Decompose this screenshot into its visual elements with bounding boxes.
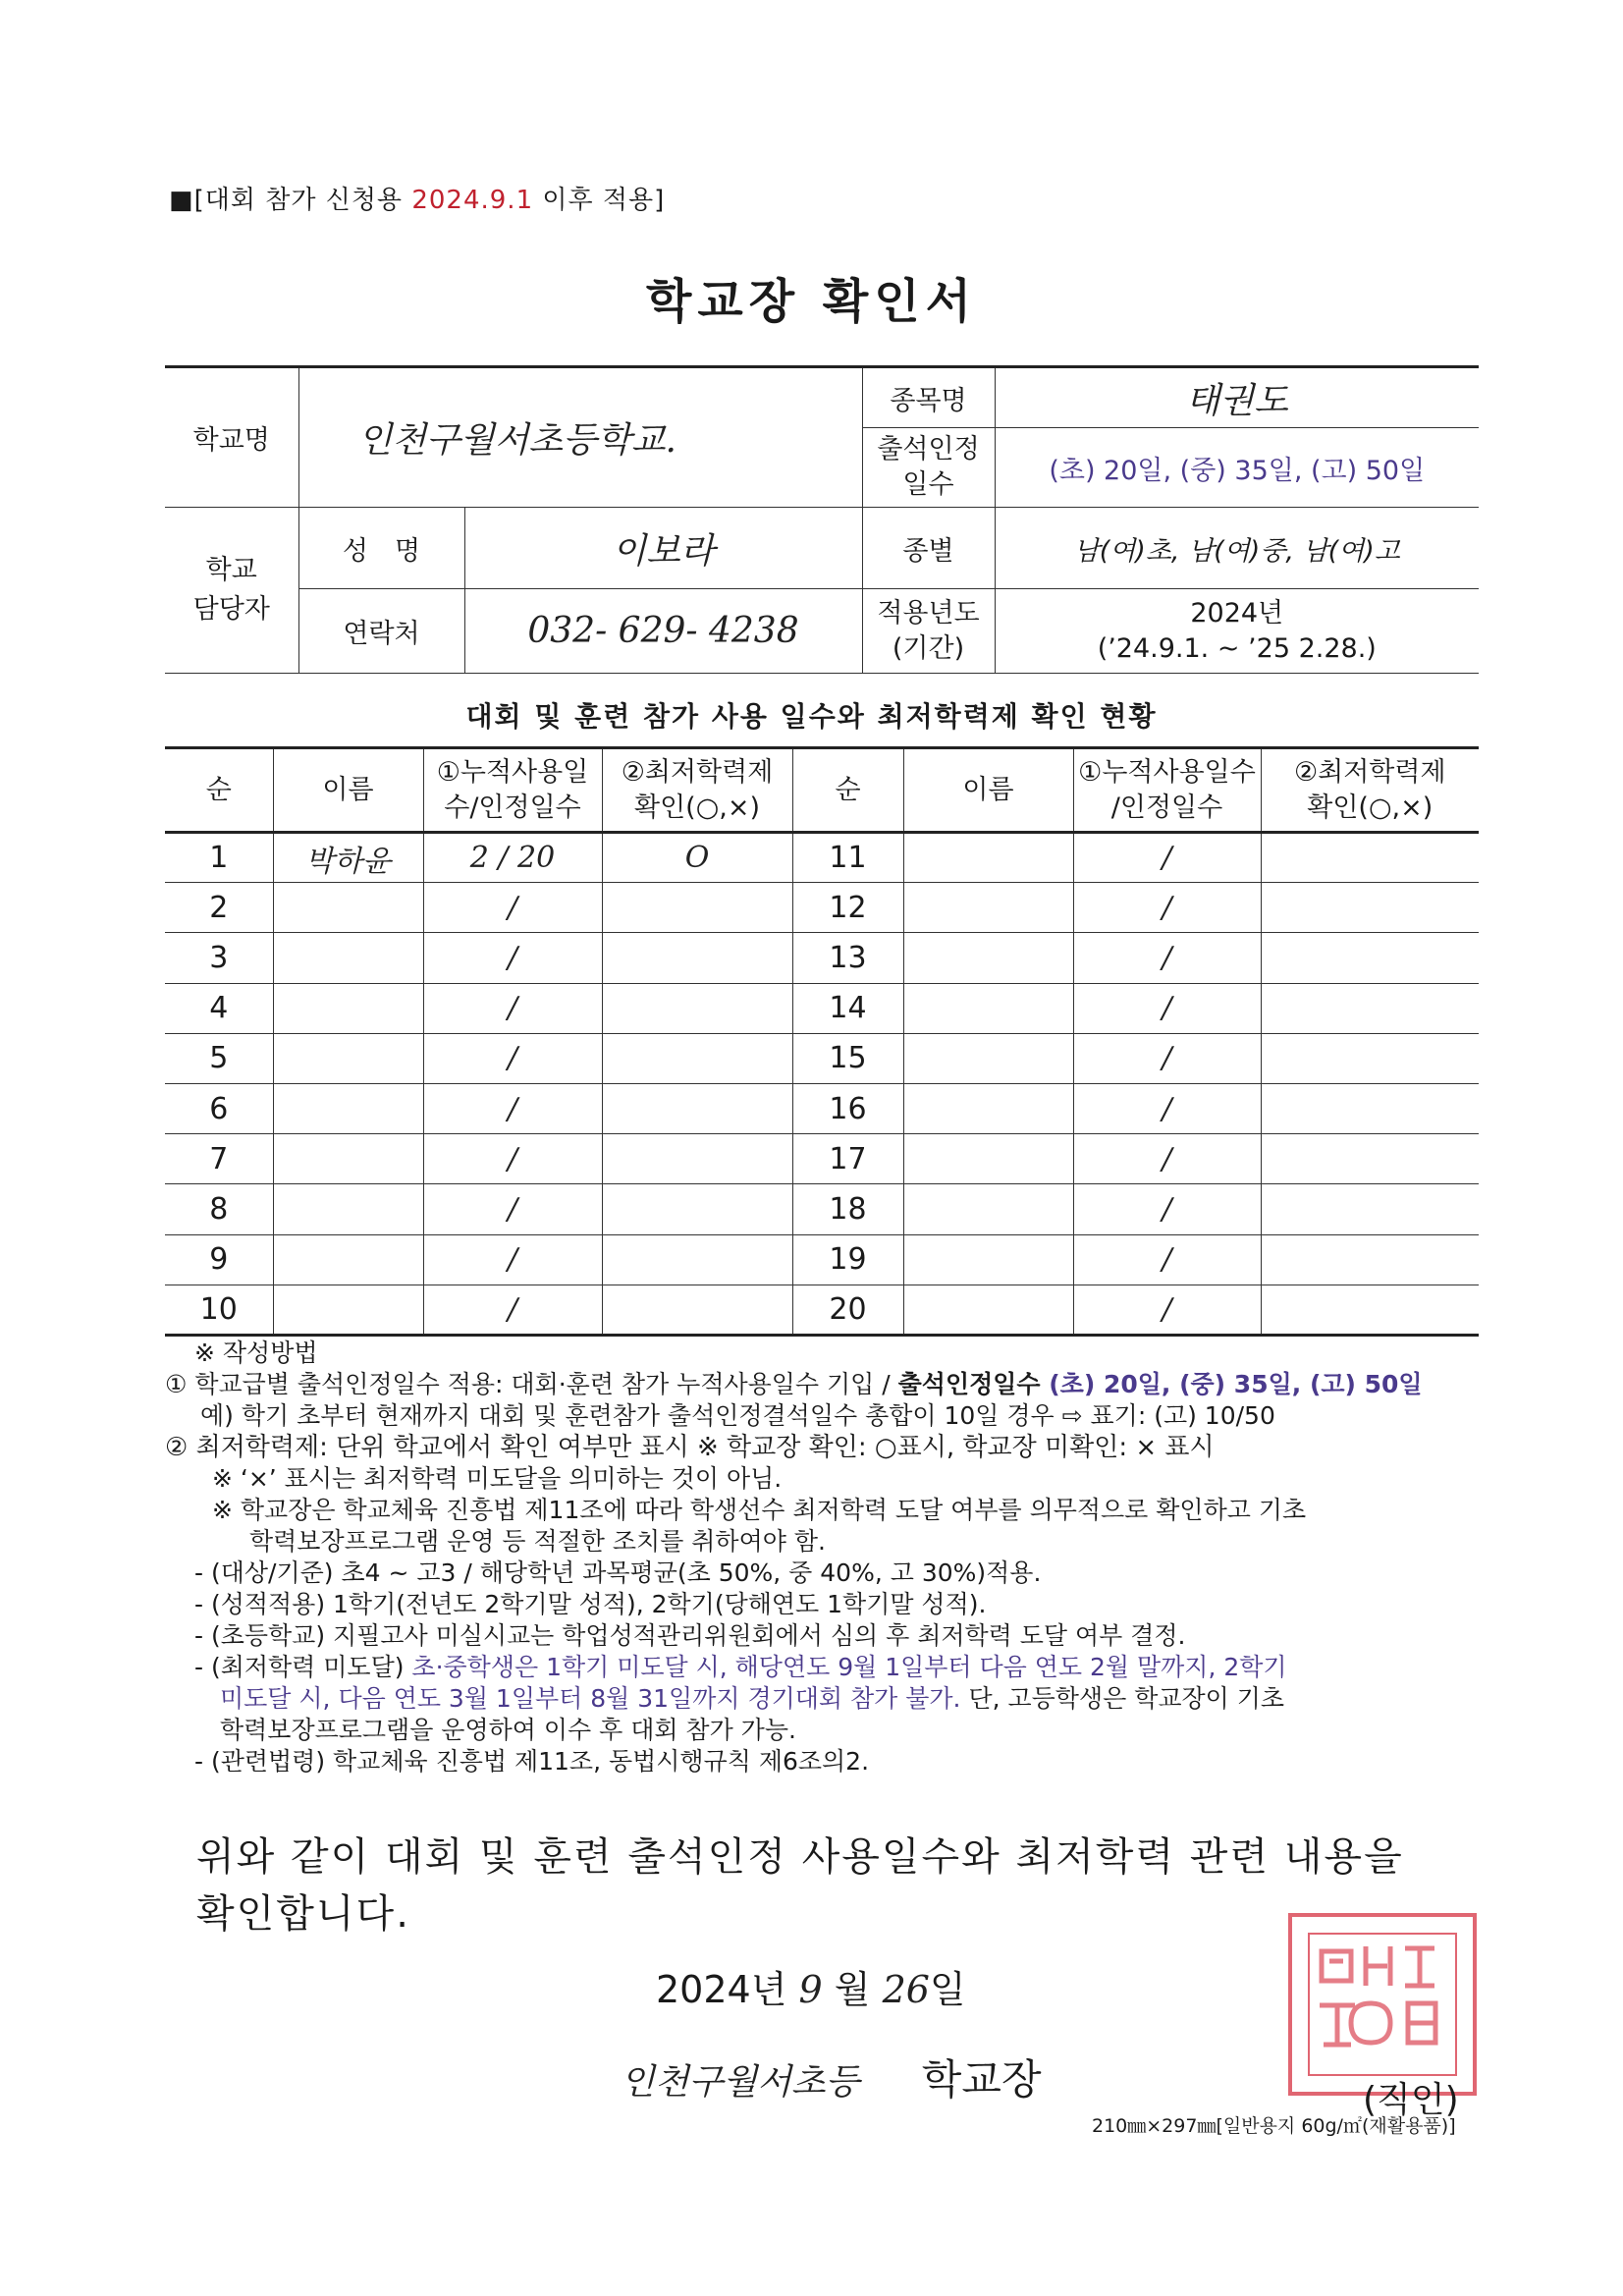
roster-days-right: / — [1073, 1285, 1261, 1335]
table-row — [165, 1184, 1479, 1234]
table-row — [165, 1134, 1479, 1184]
date-day-label: 일 — [929, 1968, 966, 2011]
table-row — [165, 883, 1479, 933]
method-line-9: - (초등학교) 지필고사 미실시교는 학업성적관리위원회에서 심의 후 최저학력 도달 여부 결정. — [194, 1621, 1186, 1650]
roster-check-right — [1261, 833, 1479, 883]
roster-name — [273, 1184, 423, 1234]
roster-name-right — [903, 1033, 1073, 1083]
method-line-12: 학력보장프로그램을 운영하여 이수 후 대회 참가 가능. — [220, 1716, 796, 1744]
date-month-label: 월 — [822, 1968, 883, 2011]
roster-name — [273, 983, 423, 1033]
roster-days: / — [423, 933, 602, 983]
attendance-label-line2: 일수 — [902, 469, 954, 500]
roster-no-right: 11 — [792, 833, 903, 883]
status-title: 대회 및 훈련 참가 사용 일수와 최저학력제 확인 현황 — [465, 700, 1158, 733]
roster-name-right — [903, 983, 1073, 1033]
roster-days-right: / — [1073, 1083, 1261, 1133]
roster-header-row — [165, 748, 1479, 833]
year-label-line2: (기간) — [892, 632, 965, 664]
date-month: 9 — [798, 1968, 823, 2011]
table-row — [165, 983, 1479, 1033]
roster-name: 박하윤 — [273, 833, 423, 883]
header-days-right — [1073, 748, 1261, 833]
roster-days-right: / — [1073, 883, 1261, 933]
roster-name-right — [903, 1134, 1073, 1184]
roster-no-right: 20 — [792, 1285, 903, 1335]
paper-spec: 210㎜×297㎜[일반용지 60g/㎡(재활용품)] — [1092, 2115, 1456, 2137]
attendance-label — [862, 428, 995, 508]
roster-no-right: 16 — [792, 1083, 903, 1133]
header-days-line2: 수/인정일수 — [444, 792, 581, 823]
method-line-1c: (초) 20일, (중) 35일, (고) 50일 — [1049, 1370, 1423, 1398]
roster-check-right — [1261, 1134, 1479, 1184]
category-value: 남(여)초, 남(여)중, 남(여)고 — [995, 508, 1479, 589]
roster-days-right: / — [1073, 983, 1261, 1033]
method-line-5: ※ 학교장은 학교체육 진흥법 제11조에 따라 학생선수 최저학력 도달 여부를 의무적으로 확인하고 기초 — [212, 1496, 1307, 1524]
roster-no-right: 17 — [792, 1134, 903, 1184]
roster-name — [273, 883, 423, 933]
roster-no-right: 15 — [792, 1033, 903, 1083]
roster-check-right — [1261, 883, 1479, 933]
roster-days: / — [423, 1134, 602, 1184]
roster-days: / — [423, 1033, 602, 1083]
roster-name — [273, 1033, 423, 1083]
date-year: 2024년 — [656, 1968, 799, 2011]
roster-days-right: / — [1073, 1134, 1261, 1184]
year-label-line1: 적용년도 — [877, 597, 980, 629]
header-days-line1: ①누적사용일 — [436, 756, 589, 788]
roster-days: / — [423, 1083, 602, 1133]
table-row — [165, 1285, 1479, 1335]
date-day: 26 — [882, 1968, 930, 2011]
phone-label: 연락처 — [298, 589, 464, 674]
confirmation-line-2: 확인합니다. — [196, 1891, 410, 1937]
roster-days-right: / — [1073, 933, 1261, 983]
roster-no: 4 — [165, 983, 273, 1033]
page-title: 학교장 확인서 — [646, 274, 977, 329]
method-line-2: 예) 학기 초부터 현재까지 대회 및 훈련참가 출석인정결석일수 총합이 10일 경우 ⇨ 표기: (고) 10/50 — [200, 1401, 1275, 1430]
roster-name-right — [903, 883, 1073, 933]
sport-label: 종목명 — [862, 367, 995, 428]
attendance-label-line1: 출석인정 — [877, 434, 980, 465]
top-note — [169, 180, 665, 216]
header-no: 순 — [165, 748, 273, 833]
method-line-8: - (성적적용) 1학기(전년도 2학기말 성적), 2학기(당해연도 1학기말 성적). — [194, 1590, 987, 1618]
principal-signature-line — [621, 2048, 1042, 2106]
roster-no-right: 19 — [792, 1234, 903, 1285]
roster-days: / — [423, 1234, 602, 1285]
contact-label — [165, 508, 298, 674]
writing-method — [165, 1338, 1486, 1777]
roster-no-right: 14 — [792, 983, 903, 1033]
roster-check-right — [1261, 1285, 1479, 1335]
header-check-right-line2: 확인(○,×) — [1307, 792, 1434, 823]
method-line-1a: ① 학교급별 출석인정일수 적용: 대회·훈련 참가 누적사용일수 기입 / — [165, 1370, 898, 1398]
roster-days: / — [423, 1285, 602, 1335]
school-value: 인천구월서초등학교. — [298, 367, 862, 508]
table-row — [165, 1033, 1479, 1083]
method-line-11a: 미도달 시, 다음 연도 3월 1일부터 8월 31일까지 경기대회 참가 불가. — [220, 1684, 961, 1713]
year-label — [862, 589, 995, 674]
sport-value: 태권도 — [995, 367, 1479, 428]
roster-table — [165, 746, 1479, 1337]
roster-check — [602, 1184, 792, 1234]
header-days-right-line1: ①누적사용일수 — [1078, 756, 1256, 788]
header-check — [602, 748, 792, 833]
roster-name-right — [903, 833, 1073, 883]
roster-days: / — [423, 883, 602, 933]
school-signature: 인천구월서초등 — [621, 2062, 860, 2103]
roster-check-right — [1261, 1234, 1479, 1285]
roster-no-right: 18 — [792, 1184, 903, 1234]
roster-name — [273, 1134, 423, 1184]
roster-check — [602, 1234, 792, 1285]
roster-name — [273, 1083, 423, 1133]
method-line-13: - (관련법령) 학교체육 진흥법 제11조, 동법시행규칙 제6조의2. — [194, 1747, 870, 1776]
roster-no: 8 — [165, 1184, 273, 1234]
header-days — [423, 748, 602, 833]
header-days-right-line2: /인정일수 — [1110, 792, 1223, 823]
method-heading: ※ 작성방법 — [194, 1339, 318, 1367]
table-row — [165, 833, 1479, 883]
method-line-11 — [165, 1683, 1486, 1715]
roster-name — [273, 933, 423, 983]
info-table — [165, 365, 1479, 674]
method-line-10a: - (최저학력 미도달) — [194, 1653, 412, 1681]
roster-check — [602, 1285, 792, 1335]
top-note-prefix: ■[대회 참가 신청용 — [169, 186, 412, 215]
roster-no: 5 — [165, 1033, 273, 1083]
roster-days: / — [423, 983, 602, 1033]
header-check-right — [1261, 748, 1479, 833]
method-line-3: ② 최저학력제: 단위 학교에서 확인 여부만 표시 ※ 학교장 확인: ○표시, 학교장 미확인: × 표시 — [165, 1433, 1215, 1462]
header-name: 이름 — [273, 748, 423, 833]
roster-no: 9 — [165, 1234, 273, 1285]
roster-check: O — [602, 833, 792, 883]
official-seal — [1288, 1913, 1477, 2096]
table-row — [165, 933, 1479, 983]
roster-no: 2 — [165, 883, 273, 933]
contact-label-line2: 담당자 — [192, 594, 270, 625]
roster-name-right — [903, 1285, 1073, 1335]
roster-check — [602, 1033, 792, 1083]
roster-name — [273, 1285, 423, 1335]
roster-name-right — [903, 1234, 1073, 1285]
roster-check-right — [1261, 1033, 1479, 1083]
method-line-1 — [165, 1369, 1486, 1400]
roster-check — [602, 933, 792, 983]
roster-check-right — [1261, 1083, 1479, 1133]
seal-glyph-pattern — [1292, 1917, 1465, 2084]
name-label: 성 명 — [298, 508, 464, 589]
roster-check-right — [1261, 1184, 1479, 1234]
table-row — [165, 1234, 1479, 1285]
year-value-line1: 2024년 — [1190, 597, 1284, 629]
roster-check — [602, 883, 792, 933]
roster-check — [602, 983, 792, 1033]
sign-mark: (직인) — [1363, 2080, 1459, 2120]
roster-no: 6 — [165, 1083, 273, 1133]
top-note-date: 2024.9.1 — [411, 186, 534, 215]
method-line-10b: 초·중학생은 1학기 미도달 시, 해당연도 9월 1일부터 다음 연도 2월 말까지, 2학기 — [411, 1653, 1287, 1681]
roster-days-right: / — [1073, 833, 1261, 883]
roster-days-right: / — [1073, 1234, 1261, 1285]
method-line-7: - (대상/기준) 초4 ~ 고3 / 해당학년 과목평균(초 50%, 중 40%, 고 30%)적용. — [194, 1558, 1042, 1587]
top-note-suffix: 이후 적용] — [533, 186, 666, 215]
roster-no: 10 — [165, 1285, 273, 1335]
roster-no: 1 — [165, 833, 273, 883]
attendance-value: (초) 20일, (중) 35일, (고) 50일 — [995, 428, 1479, 508]
phone-value: 032- 629- 4238 — [464, 589, 862, 674]
roster-name-right — [903, 1184, 1073, 1234]
confirmation-line-1: 위와 같이 대회 및 훈련 출석인정 사용일수와 최저학력 관련 내용을 — [196, 1834, 1404, 1880]
school-label: 학교명 — [165, 367, 298, 508]
year-value-line2: (’24.9.1. ~ ’25 2.28.) — [1097, 632, 1377, 664]
roster-no-right: 13 — [792, 933, 903, 983]
header-check-right-line1: ②최저학력제 — [1293, 756, 1446, 788]
header-no-right: 순 — [792, 748, 903, 833]
year-value — [995, 589, 1479, 674]
roster-check-right — [1261, 983, 1479, 1033]
roster-no-right: 12 — [792, 883, 903, 933]
header-check-line2: 확인(○,×) — [634, 792, 760, 823]
method-line-6: 학력보장프로그램 운영 등 적절한 조치를 취하여야 함. — [249, 1527, 826, 1556]
confirmation-date — [656, 1959, 966, 2013]
roster-name — [273, 1234, 423, 1285]
roster-no: 7 — [165, 1134, 273, 1184]
roster-days: 2 / 20 — [423, 833, 602, 883]
roster-no: 3 — [165, 933, 273, 983]
method-line-4: ※ ‘×’ 표시는 최저학력 미도달을 의미하는 것이 아님. — [212, 1464, 783, 1493]
category-label: 종별 — [862, 508, 995, 589]
method-line-11b: 단, 고등학생은 학교장이 기초 — [960, 1684, 1285, 1713]
method-line-1b: 출석인정일수 — [897, 1370, 1050, 1398]
confirmation-text — [196, 1829, 1473, 1942]
roster-days-right: / — [1073, 1033, 1261, 1083]
roster-days-right: / — [1073, 1184, 1261, 1234]
table-row — [165, 1083, 1479, 1133]
roster-check — [602, 1134, 792, 1184]
header-name-right: 이름 — [903, 748, 1073, 833]
roster-name-right — [903, 1083, 1073, 1133]
header-check-line1: ②최저학력제 — [621, 756, 774, 788]
roster-check — [602, 1083, 792, 1133]
principal-title: 학교장 — [921, 2055, 1042, 2104]
roster-check-right — [1261, 933, 1479, 983]
contact-label-line1: 학교 — [205, 555, 257, 585]
method-line-10 — [165, 1652, 1486, 1683]
roster-days: / — [423, 1184, 602, 1234]
name-value: 이보라 — [464, 508, 862, 589]
roster-name-right — [903, 933, 1073, 983]
